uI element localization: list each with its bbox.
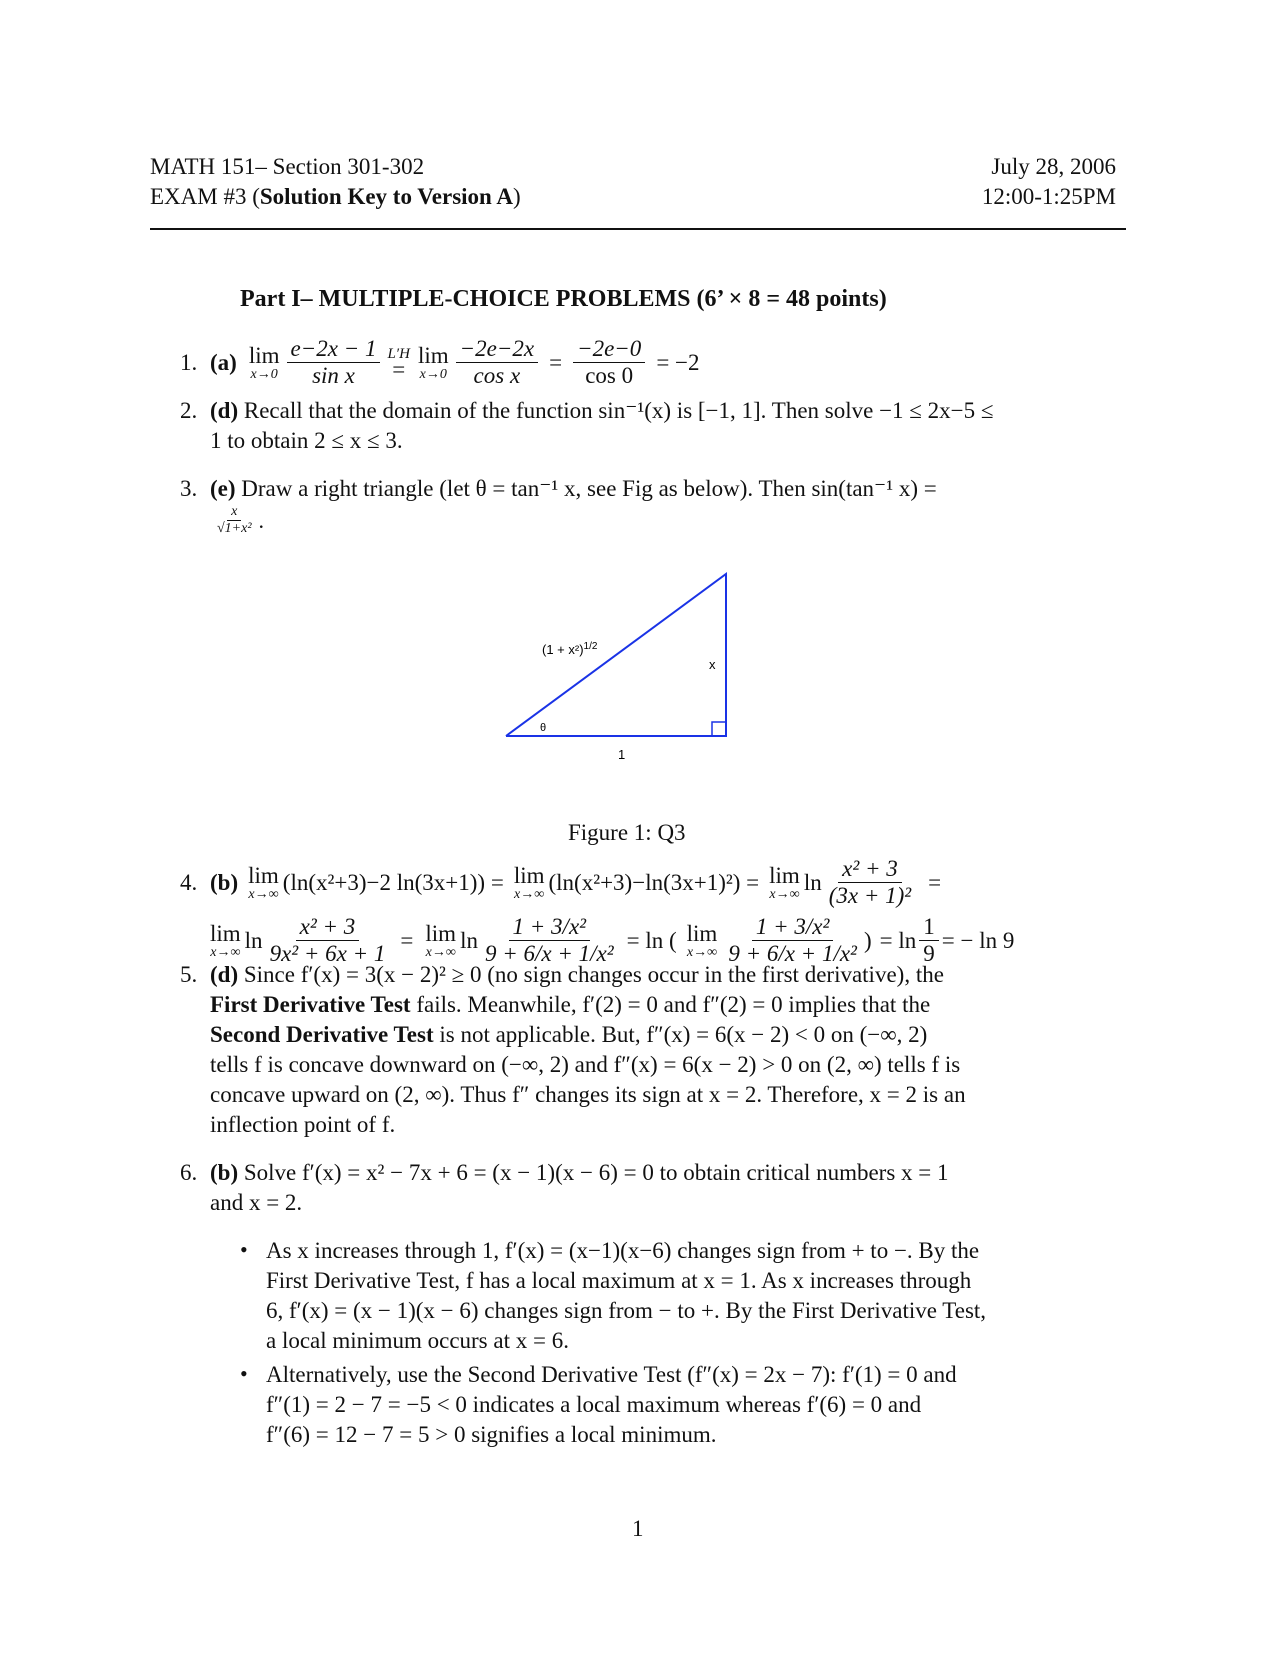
q6-line-1: Solve f′(x) = x² − 7x + 6 = (x − 1)(x − 6) = 0 to obtain critical numbers x = 1 [243, 1160, 949, 1185]
q4-eq-2: = [400, 927, 414, 953]
q5-line-2: First Derivative Test fails. Meanwhile, f′(2) = 0 and f″(2) = 0 implies that the [210, 992, 931, 1017]
q4-term-1: (ln(x²+3)−2 ln(3x+1)) = [282, 869, 504, 895]
q4-eq-1: = [928, 869, 942, 895]
q4-result: = − ln 9 [941, 927, 1015, 953]
q3-line-1: Draw a right triangle (let θ = tan⁻¹ x, see Fig as below). Then sin(tan⁻¹ x) = [241, 476, 937, 501]
q1-frac-2: $\frac{-2e-2x}{\text{cos x}}$ [456, 336, 538, 389]
exam-date: July 28, 2006 [991, 154, 1116, 179]
hypotenuse-label: $(1 + x^2)^{1/2}$ [542, 641, 598, 657]
exam-time: 12:00-1:25PM [981, 184, 1116, 209]
q4-ln-close: ) [863, 927, 872, 953]
q6-bullet-1: As x increases through 1, f′(x) = (x−1)(x−6) changes sign from + to −. By the First Derivative Test, f has a local maximum at x = 1. As x increases through 6, f′(x) = (x − 1)(x − 6) changes sign from − to +. By the First Derivative Test, a local minimum occurs at x = 6. [266, 1238, 987, 1353]
q4-frac-4: $\frac{\text{1 + 3/x²}}{\text{9 + 6/x + 1/x²}}$ [728, 914, 857, 966]
q4-ln-2: ln [244, 927, 263, 953]
q1-lhopital: L′H = [387, 345, 410, 382]
q2-line-2: 1 to obtain 2 ≤ x ≤ 3. [210, 428, 403, 453]
angle-theta-label: θ [540, 722, 547, 734]
q4-limit-3: lim x→∞ [769, 862, 800, 902]
q4-limit-5: lim x→∞ [425, 920, 457, 960]
q6-number: 6. [180, 1160, 198, 1185]
q5-line-6: inflection point of f. [210, 1112, 396, 1137]
triangle-outline [506, 574, 726, 736]
q4-ln-ninth: = ln [879, 927, 917, 953]
course-line: MATH 151– Section 301-302 [150, 154, 425, 179]
q5-line-4: tells f is concave downward on (−∞, 2) and f″(x) = 6(x − 2) > 0 on (2, ∞) tells f is [210, 1052, 961, 1077]
q4-choice: (b) [210, 869, 239, 895]
q1-result: = −2 [656, 349, 700, 375]
question-6 [180, 1158, 1126, 1188]
question-5 [180, 960, 1126, 990]
q4-frac-3: $\frac{\text{1 + 3/x²}}{\text{9 + 6/x + 1/x²}}$ [484, 914, 614, 966]
q5-choice: (d) [210, 962, 239, 987]
q4-term-2: (ln(x²+3)−ln(3x+1)²) = [548, 869, 760, 895]
q6-choice: (b) [210, 1160, 239, 1185]
q5-line-3: Second Derivative Test is not applicable. But, f″(x) = 6(x − 2) < 0 on (−∞, 2) [210, 1022, 928, 1047]
q4-ln-3: ln [460, 927, 478, 953]
exam-line [150, 182, 521, 212]
exam-prefix: EXAM #3 ( [150, 184, 260, 209]
q3-number: 3. [180, 476, 198, 501]
question-4 [180, 856, 941, 909]
right-triangle-figure [480, 560, 740, 760]
q4-frac-1: $\frac{\text{x² + 3}}{\text{(3x + 1)²}}$ [828, 856, 912, 908]
right-angle-marker [712, 722, 726, 736]
q6-bullet-2: Alternatively, use the Second Derivative Test (f″(x) = 2x − 7): f′(1) = 0 and f″(1) = 2 − 7 = −5 < 0 indicates a local maximum whereas f′(6) = 0 and f″(6) = 12 − 7 = 5 > 0 signifies a local minimum. [266, 1362, 957, 1447]
question-3 [180, 474, 1126, 504]
q2-choice: (d) [210, 398, 239, 423]
q6-line-2: and x = 2. [210, 1190, 303, 1215]
q4-frac-ninth: $\frac{1}{9}$ [919, 914, 939, 967]
q3-choice: (e) [210, 476, 236, 501]
q1-number: 1. [180, 349, 198, 375]
q2-line-1: Recall that the domain of the function sin⁻¹(x) is [−1, 1]. Then solve −1 ≤ 2x−5 ≤ [243, 398, 994, 423]
q4-ln-open: = ln ( [626, 927, 677, 953]
q4-ln-1: ln [803, 869, 822, 895]
q5-line-1: Since f′(x) = 3(x − 2)² ≥ 0 (no sign changes occur in the first derivative), the [243, 962, 944, 987]
q5-number: 5. [180, 962, 198, 987]
q1-frac-3: $\frac{-2e-0}{\cos 0}$ [573, 336, 645, 389]
question-2 [180, 396, 1126, 426]
page-number: 1 [632, 1516, 644, 1541]
q1-equals: = [549, 349, 563, 375]
q2-number: 2. [180, 398, 198, 423]
q1-choice: (a) [210, 349, 237, 375]
header-rule [150, 228, 1126, 230]
q3-answer-fraction: $\frac{x}{\text{√1+x²}}$ . [217, 504, 265, 536]
q1-limit: lim x→0 [248, 342, 280, 382]
exam-bold: Solution Key to Version A [259, 184, 513, 209]
figure-caption: Figure 1: Q3 [568, 820, 686, 845]
q4-frac-2: $\frac{\text{x² + 3}}{\text{9x² + 6x + 1}}$ [269, 914, 386, 966]
q4-limit-4: lim x→∞ [210, 920, 241, 960]
q4-limit-6: lim x→∞ [686, 920, 718, 960]
q4-number: 4. [180, 869, 198, 895]
q1-frac-1: $\frac{e-2x - 1}{\text{sin x}}$ [287, 336, 381, 389]
bullet-1-marker: • [240, 1237, 248, 1262]
q4-limit-2: lim x→∞ [513, 862, 545, 902]
bullet-2-marker: • [240, 1361, 248, 1386]
exam-suffix: ) [512, 184, 521, 209]
opposite-side-label: x [709, 657, 716, 672]
part-title: Part I– MULTIPLE-CHOICE PROBLEMS (6’ × 8 = 48 points) [240, 286, 887, 312]
q1-limit-2: lim x→0 [417, 342, 449, 382]
question-1 [180, 336, 700, 389]
q4-limit-1: lim x→∞ [248, 862, 279, 902]
adjacent-label: 1 [618, 747, 626, 760]
q5-line-5: concave upward on (2, ∞). Thus f″ changes its sign at x = 2. Therefore, x = 2 is an [210, 1082, 966, 1107]
